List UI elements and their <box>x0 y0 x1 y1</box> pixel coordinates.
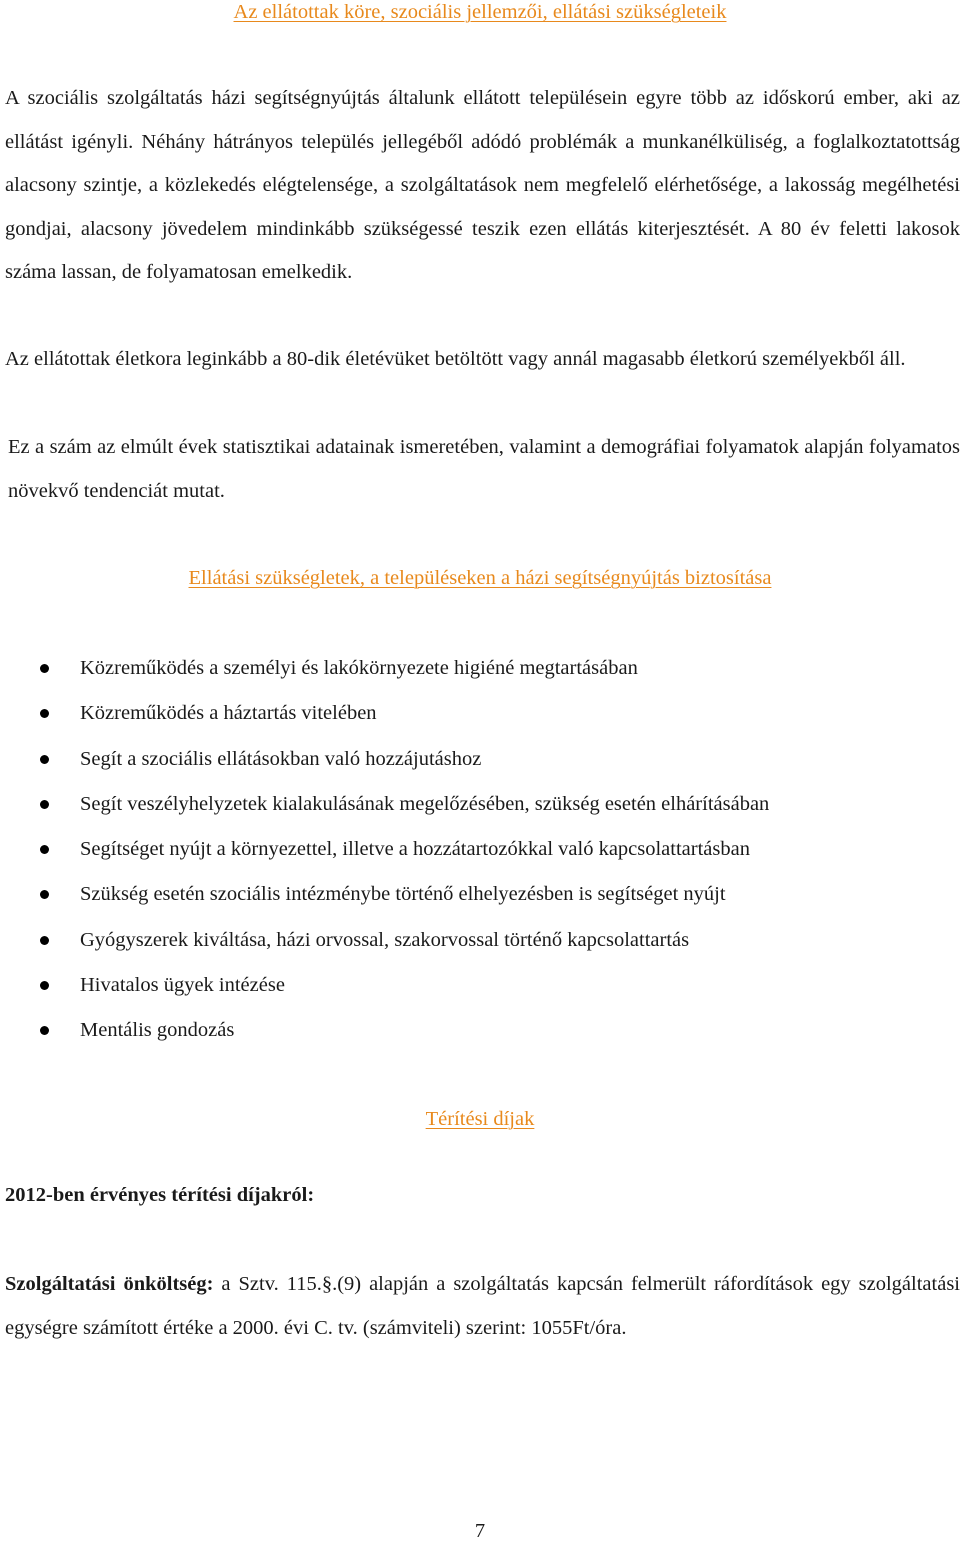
list-item-text: Gyógyszerek kiváltása, házi orvossal, szakorvossal történő kapcsolattartás <box>80 928 690 951</box>
list-item <box>0 782 960 827</box>
list-item <box>0 691 960 736</box>
paragraph-clients-intro: A szociális szolgáltatás házi segítségnyújtás általunk ellátott településein egyre több az időskorú ember, aki az ellátást igényli. Néhány hátrányos település jellegéből adódó problémák a munkanélküliség, a foglalkoztatottság alacsony szintje, a közlekedés elégtelensége, a szolgáltatások nem megfelelő elérhetősége, a lakosság megélhetési gondjai, alacsony jövedelem mindinkább szükségessé teszik ezen ellátás kiterjesztését. A 80 év feletti lakosok száma lassan, de folyamatosan emelkedik. <box>5 87 960 283</box>
bullet-icon <box>40 800 49 809</box>
section-heading-needs: Ellátási szükségletek, a településeken a házi segítségnyújtás biztosítása <box>188 567 772 589</box>
cost-text: a Sztv. 115.§.(9) alapján a szolgáltatás kapcsán felmerült ráfordítások egy szolgáltatási egységre számított értéke a 2000. évi C. tv. (számviteli) szerint: 1055Ft/óra. <box>5 1273 960 1339</box>
list-item-text: Hivatalos ügyek intézése <box>80 974 285 997</box>
list-item <box>0 872 960 917</box>
cost-label: Szolgáltatási önköltség: <box>5 1273 214 1295</box>
list-item-text: Segít veszélyhelyzetek kialakulásának megelőzésében, szükség esetén elhárításában <box>80 792 770 815</box>
list-item <box>0 1008 960 1053</box>
list-item-text: Segít a szociális ellátásokban való hozzájutáshoz <box>80 747 482 770</box>
bullet-icon <box>40 755 49 764</box>
list-item-text: Mentális gondozás <box>80 1019 235 1042</box>
list-item <box>0 737 960 782</box>
list-item <box>0 963 960 1008</box>
bullet-icon <box>40 709 49 718</box>
bullet-icon <box>40 981 49 990</box>
bullet-icon <box>40 1026 49 1035</box>
bullet-icon <box>40 664 49 673</box>
list-item <box>0 827 960 872</box>
list-item-text: Közreműködés a háztartás vitelében <box>80 702 377 725</box>
list-item-text: Közreműködés a személyi és lakókörnyezete higiéné megtartásában <box>80 657 638 679</box>
bullet-icon <box>40 845 49 854</box>
cost-paragraph <box>5 1263 960 1350</box>
list-item <box>0 918 960 963</box>
page-number: 7 <box>474 1520 486 1542</box>
bullet-icon <box>40 890 49 899</box>
list-item-text: Segítséget nyújt a környezettel, illetve a hozzátartozókkal való kapcsolattartásban <box>80 838 750 861</box>
fees-title: 2012-ben érvényes térítési díjakról: <box>5 1184 315 1206</box>
bullet-icon <box>40 936 49 945</box>
paragraph-trend: Ez a szám az elmúlt évek statisztikai adatainak ismeretében, valamint a demográfiai folyamatok alapján folyamatos növekvő tendenciát mutat. <box>8 436 960 502</box>
list-item-text: Szükség esetén szociális intézménybe történő elhelyezésben is segítséget nyújt <box>80 883 726 906</box>
section-heading-fees: Térítési díjak <box>425 1108 535 1130</box>
section-heading-clients: Az ellátottak köre, szociális jellemzői, ellátási szükségleteik <box>233 1 727 23</box>
paragraph-age: Az ellátottak életkora leginkább a 80-dik életévüket betöltött vagy annál magasabb életkorú személyekből áll. <box>5 348 906 370</box>
services-list <box>0 646 960 1054</box>
list-item <box>0 646 960 691</box>
